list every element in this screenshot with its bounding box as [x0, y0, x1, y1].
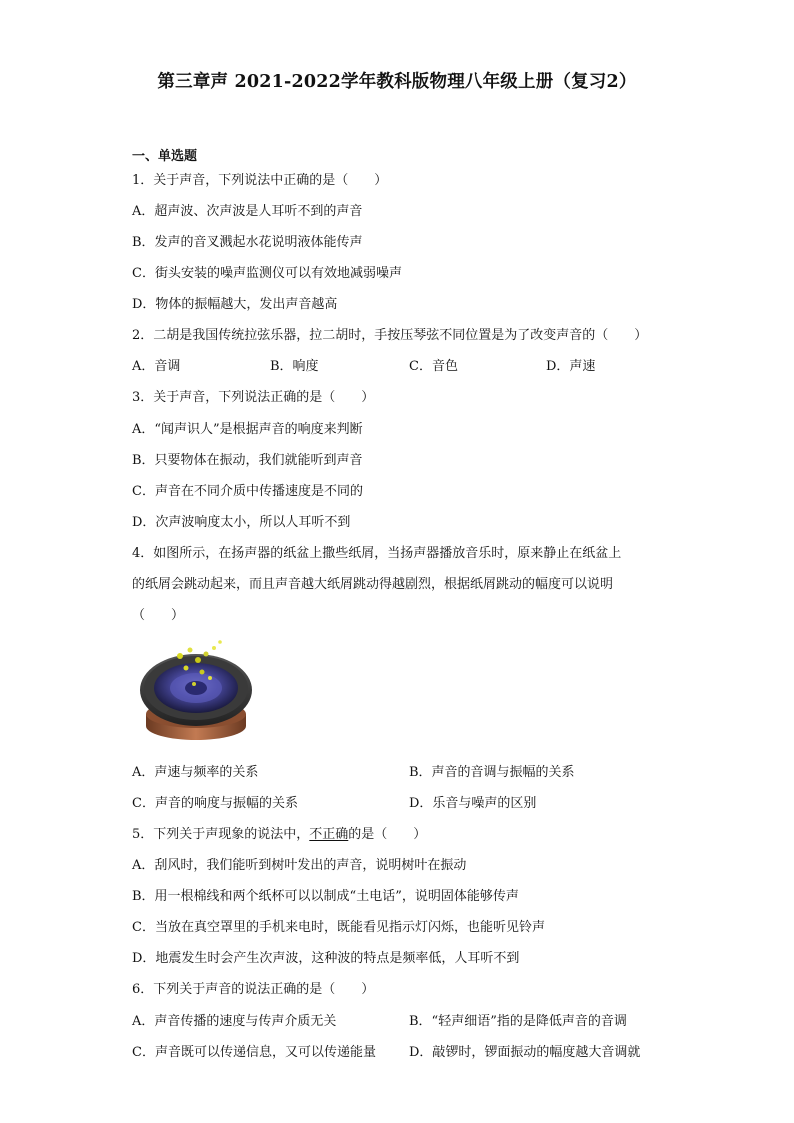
- page-title: 第三章声 2021-2022学年教科版物理八年级上册（复习2）: [157, 72, 637, 92]
- question-5-stem-underlined: 不正确: [309, 827, 349, 842]
- question-4-stem-line-1: 4．如图所示，在扬声器的纸盆上撒些纸屑，当扬声器播放音乐时，原来静止在纸盆上: [132, 546, 622, 561]
- question-2-option-d[interactable]: D．声速: [546, 359, 596, 374]
- question-1-option-b[interactable]: B．发声的音叉溅起水花说明液体能传声: [132, 235, 363, 250]
- question-3-stem: 3．关于声音，下列说法正确的是（ ）: [132, 390, 375, 405]
- question-4-stem-line-2: 的纸屑会跳动起来，而且声音越大纸屑跳动得越剧烈，根据纸屑跳动的幅度可以说明: [132, 577, 614, 592]
- question-6-option-b[interactable]: B．“轻声细语”指的是降低声音的音调: [409, 1014, 627, 1029]
- question-1-option-a[interactable]: A．超声波、次声波是人耳听不到的声音: [132, 204, 363, 219]
- question-1-option-d[interactable]: D．物体的振幅越大，发出声音越高: [132, 297, 338, 312]
- question-5-option-d[interactable]: D．地震发生时会产生次声波，这种波的特点是频率低，人耳听不到: [132, 951, 520, 966]
- question-5-stem: [132, 826, 426, 844]
- question-6-stem: 6．下列关于声音的说法正确的是（ ）: [132, 982, 375, 997]
- question-3-option-b[interactable]: B．只要物体在振动，我们就能听到声音: [132, 453, 363, 468]
- question-4-stem-line-3: （ ）: [132, 608, 185, 623]
- question-5-option-c[interactable]: C．当放在真空罩里的手机来电时，既能看见指示灯闪烁，也能听见铃声: [132, 920, 545, 935]
- question-5-stem-pre: 5．下列关于声现象的说法中，: [132, 827, 310, 842]
- question-1-stem: 1．关于声音，下列说法中正确的是（ ）: [132, 173, 388, 188]
- question-2-option-b[interactable]: B．响度: [270, 359, 319, 374]
- question-6-option-d[interactable]: D．敲锣时，锣面振动的幅度越大音调就: [409, 1045, 641, 1060]
- loudspeaker-figure: [136, 638, 256, 744]
- question-6-option-c[interactable]: C．声音既可以传递信息，又可以传递能量: [132, 1045, 376, 1060]
- section-heading: 一、单选题: [132, 149, 198, 164]
- question-2-stem: 2．二胡是我国传统拉弦乐器，拉二胡时，手按压琴弦不同位置是为了改变声音的（ ）: [132, 328, 648, 343]
- question-3-option-a[interactable]: A．“闻声识人”是根据声音的响度来判断: [132, 422, 363, 437]
- question-6-option-a[interactable]: A．声音传播的速度与传声介质无关: [132, 1014, 337, 1029]
- question-3-option-c[interactable]: C．声音在不同介质中传播速度是不同的: [132, 484, 363, 499]
- question-5-stem-post: 的是（ ）: [348, 827, 427, 842]
- question-4-option-a[interactable]: A．声速与频率的关系: [132, 765, 259, 780]
- question-2-option-c[interactable]: C．音色: [409, 359, 458, 374]
- question-1-option-c[interactable]: C．街头安装的噪声监测仪可以有效地减弱噪声: [132, 266, 402, 281]
- question-4-option-b[interactable]: B．声音的音调与振幅的关系: [409, 765, 575, 780]
- question-4-option-d[interactable]: D．乐音与噪声的区别: [409, 796, 537, 811]
- question-4-option-c[interactable]: C．声音的响度与振幅的关系: [132, 796, 298, 811]
- question-5-option-b[interactable]: B．用一根棉线和两个纸杯可以以制成“土电话”，说明固体能够传声: [132, 889, 519, 904]
- question-2-option-a[interactable]: A．音调: [132, 359, 181, 374]
- question-5-option-a[interactable]: A．刮风时，我们能听到树叶发出的声音，说明树叶在振动: [132, 858, 467, 873]
- question-3-option-d[interactable]: D．次声波响度太小，所以人耳听不到: [132, 515, 351, 530]
